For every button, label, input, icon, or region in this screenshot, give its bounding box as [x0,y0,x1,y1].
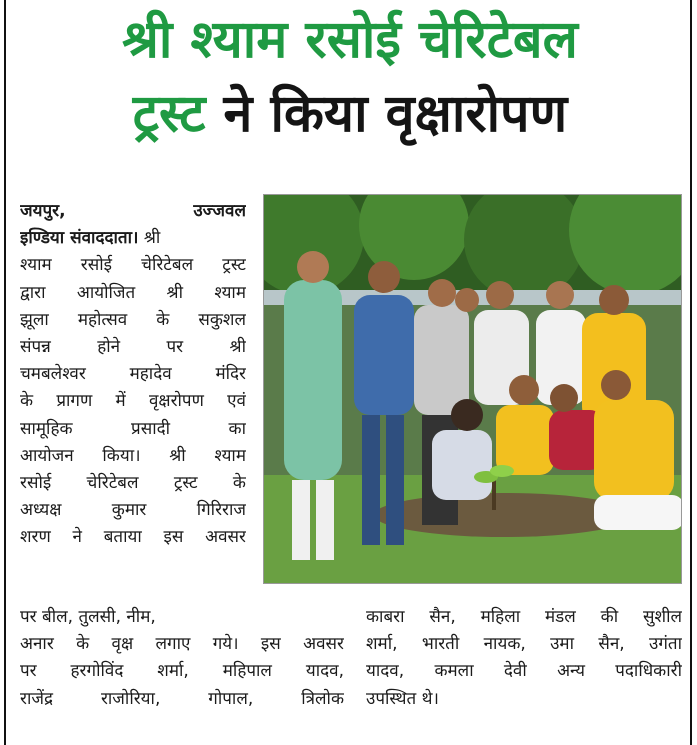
article-column-right [366,604,682,713]
photo-illustration [264,195,682,584]
article-line: श्री [143,228,161,249]
article-line: आयोजन किया। श्री श्याम [20,445,246,466]
article-line: श्याम रसोई चेरिटेबल ट्रस्ट [20,255,246,276]
dateline-row [20,198,246,225]
article-line: यादव, कमला देवी अन्य पदाधिकारी [366,661,682,682]
article-line: संपन्न होने पर श्री [20,336,246,357]
headline-line-2 [6,84,694,144]
tree-planting-photo [263,194,682,584]
article-line: द्वारा आयोजित श्री श्याम [20,282,246,303]
article-line: पर हरगोविंद शर्मा, महिपाल यादव, [20,661,344,682]
article-line: काबरा सैन, महिला मंडल की सुशील [366,607,682,627]
article-line: शर्मा, भारती नायक, उमा सैन, उगंता [366,634,682,655]
news-clipping [4,0,692,745]
article-line: सामूहिक प्रसादी का [20,418,246,439]
article-column-left [20,198,246,551]
article-line: शरण ने बताया इस अवसर [20,527,246,548]
article-line: झूला महोत्सव के सकुशल [20,309,246,330]
article-line: पर बील, तुलसी, नीम, [20,607,156,627]
article-column-left-bottom [20,604,344,713]
article-line: अनार के वृक्ष लगाए गये। इस अवसर [20,634,344,655]
article-line: के प्रागण में वृक्षरोपण एवं [20,391,246,412]
headline-word-trust: ट्रस्ट [132,84,206,144]
article-line: राजेंद्र राजोरिया, गोपाल, त्रिलोक [20,688,344,709]
dateline-paper: उज्जवल [193,201,246,221]
headline-rest: ने किया वृक्षारोपण [205,84,568,144]
dateline-row-2 [20,225,246,252]
dateline-city: जयपुर, [20,201,66,221]
headline-line-1: श्री श्याम रसोई चेरिटेबल [122,10,578,70]
article-line: उपस्थित थे। [366,688,439,709]
dateline-reporter: इण्डिया संवाददाता। [20,228,139,249]
article-line: अध्यक्ष कुमार गिरिराज [20,500,246,521]
article-line: चमबलेश्वर महादेव मंदिर [20,364,246,385]
article-line: रसोई चेरिटेबल ट्रस्ट के [20,472,246,493]
